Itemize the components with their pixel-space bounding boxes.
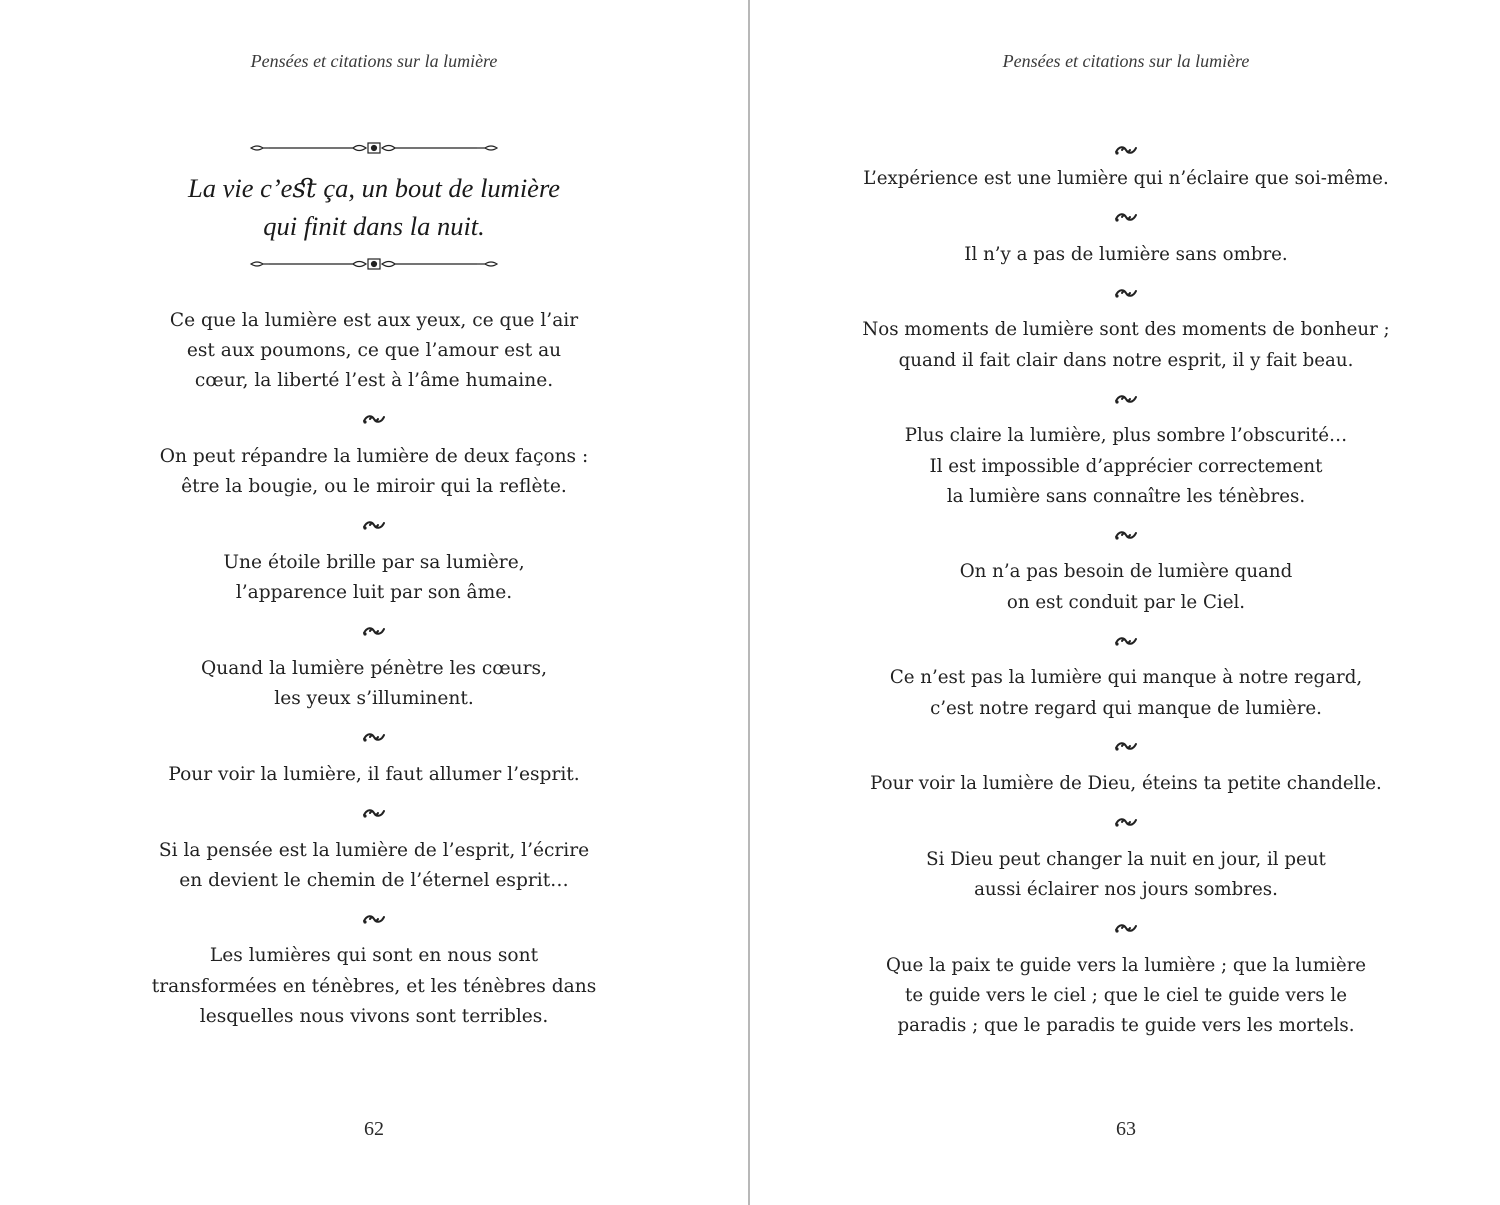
quote — [0, 306, 748, 397]
quote-line: paradis ; que le paradis te guide vers les mortels. — [897, 1015, 1355, 1037]
ornamental-rule-bottom — [0, 254, 748, 276]
quote-line: Pour voir la lumière, il faut allumer l’esprit. — [168, 763, 580, 785]
fleuron-icon — [1114, 392, 1138, 406]
right-page-column — [752, 136, 1500, 1041]
quote-line: Une étoile brille par sa lumière, — [223, 552, 525, 574]
quote-line: On peut répandre la lumière de deux façons : — [159, 446, 589, 468]
quote — [752, 164, 1500, 194]
fleuron-separator — [0, 714, 748, 760]
quote — [0, 654, 748, 714]
fleuron-separator — [752, 905, 1500, 951]
fleuron-icon — [362, 518, 386, 532]
quote-line: Que la paix te guide vers la lumière ; que la lumière — [885, 954, 1367, 976]
quote-line: lesquelles nous vivons sont terribles. — [199, 1005, 549, 1027]
quote-line: être la bougie, ou le miroir qui la reflète. — [181, 476, 567, 498]
fleuron-separator — [752, 136, 1500, 164]
fleuron-separator — [752, 194, 1500, 240]
fleuron-separator — [0, 896, 748, 942]
quote-line: Pour voir la lumière de Dieu, éteins ta petite chandelle. — [870, 773, 1382, 795]
quote — [752, 663, 1500, 723]
quote-line: Ce que la lumière est aux yeux, ce que l’air — [169, 310, 579, 331]
quote — [752, 240, 1500, 270]
fleuron-icon — [362, 806, 386, 820]
quote-line: te guide vers le ciel ; que le ciel te guide vers le — [905, 985, 1347, 1007]
fleuron-separator — [0, 608, 748, 654]
fleuron-separator — [752, 270, 1500, 316]
right-page-number: 63 — [1116, 1118, 1136, 1140]
quote-line: quand il fait clair dans notre esprit, il y fait beau. — [898, 349, 1354, 371]
featured-quote-line: qui finit dans la nuit. — [263, 211, 485, 241]
left-page — [0, 0, 748, 1205]
quote-line: on est conduit par le Ciel. — [1006, 591, 1246, 613]
fleuron-icon — [1114, 634, 1138, 648]
quote — [752, 557, 1500, 617]
quote-line: les yeux s’illuminent. — [274, 688, 474, 710]
quote-line: en devient le chemin de l’éternel esprit… — [179, 869, 569, 891]
quote — [752, 845, 1500, 905]
fleuron-separator — [0, 397, 748, 443]
fleuron-icon — [1114, 815, 1138, 829]
fleuron-separator — [752, 724, 1500, 770]
quote — [0, 760, 748, 790]
quote — [752, 769, 1500, 799]
quote-line: Quand la lumière pénètre les cœurs, — [200, 657, 548, 679]
book-gutter — [748, 0, 750, 1205]
quote-line: transformées en ténèbres, et les ténèbres dans — [151, 975, 597, 997]
quote — [752, 421, 1500, 512]
quote — [752, 315, 1500, 375]
fleuron-icon — [1114, 210, 1138, 224]
featured-quote — [0, 169, 748, 245]
quote-line: c’est notre regard qui manque de lumière. — [930, 697, 1322, 719]
left-running-head: Pensées et citations sur la lumière — [250, 51, 498, 71]
quote — [0, 442, 748, 502]
quote-line: est aux poumons, ce que l’amour est au — [186, 340, 562, 362]
quote-line: Ce n’est pas la lumière qui manque à notre regard, — [889, 667, 1363, 689]
quote-line: Nos moments de lumière sont des moments de bonheur ; — [862, 319, 1390, 341]
left-page-number: 62 — [364, 1118, 384, 1140]
ornamental-rule-icon — [249, 254, 499, 274]
quote — [0, 836, 748, 896]
fleuron-icon — [1114, 286, 1138, 300]
quote-line: Si la pensée est la lumière de l’esprit, l’écrire — [158, 839, 590, 861]
quote-line: Il n’y a pas de lumière sans ombre. — [964, 243, 1288, 265]
quote-line: L’expérience est une lumière qui n’éclaire que soi-même. — [863, 168, 1389, 189]
fleuron-icon — [1114, 143, 1138, 157]
quote-line: cœur, la liberté l’est à l’âme humaine. — [194, 370, 554, 392]
fleuron-separator — [0, 503, 748, 549]
fleuron-separator — [752, 618, 1500, 664]
ornamental-rule-icon — [249, 138, 499, 158]
quote-line: aussi éclairer nos jours sombres. — [974, 879, 1278, 901]
fleuron-icon — [362, 730, 386, 744]
featured-quote-line: La vie c’eﬆ ça, un bout de lumière — [187, 173, 561, 203]
fleuron-icon — [362, 912, 386, 926]
quote-line: Si Dieu peut changer la nuit en jour, il peut — [926, 848, 1326, 870]
fleuron-icon — [1114, 739, 1138, 753]
quote-line: la lumière sans connaître les ténèbres. — [946, 485, 1306, 507]
quote-line: Les lumières qui sont en nous sont — [209, 945, 539, 967]
fleuron-separator — [0, 790, 748, 836]
quote — [0, 548, 748, 608]
fleuron-icon — [1114, 528, 1138, 542]
fleuron-separator — [752, 376, 1500, 422]
right-running-head: Pensées et citations sur la lumière — [1002, 51, 1250, 71]
fleuron-separator — [752, 512, 1500, 558]
right-page — [752, 0, 1500, 1205]
quote-line: l’apparence luit par son âme. — [235, 582, 513, 604]
quote — [0, 941, 748, 1032]
fleuron-icon — [1114, 921, 1138, 935]
fleuron-icon — [362, 624, 386, 638]
fleuron-separator — [752, 799, 1500, 845]
fleuron-icon — [362, 412, 386, 426]
ornamental-rule-top — [0, 138, 748, 160]
quote-line: Il est impossible d’apprécier correctement — [929, 455, 1323, 477]
quote — [752, 951, 1500, 1042]
left-page-column — [0, 138, 748, 1032]
quote-line: Plus claire la lumière, plus sombre l’obscurité… — [904, 425, 1348, 447]
quote-line: On n’a pas besoin de lumière quand — [959, 561, 1293, 583]
